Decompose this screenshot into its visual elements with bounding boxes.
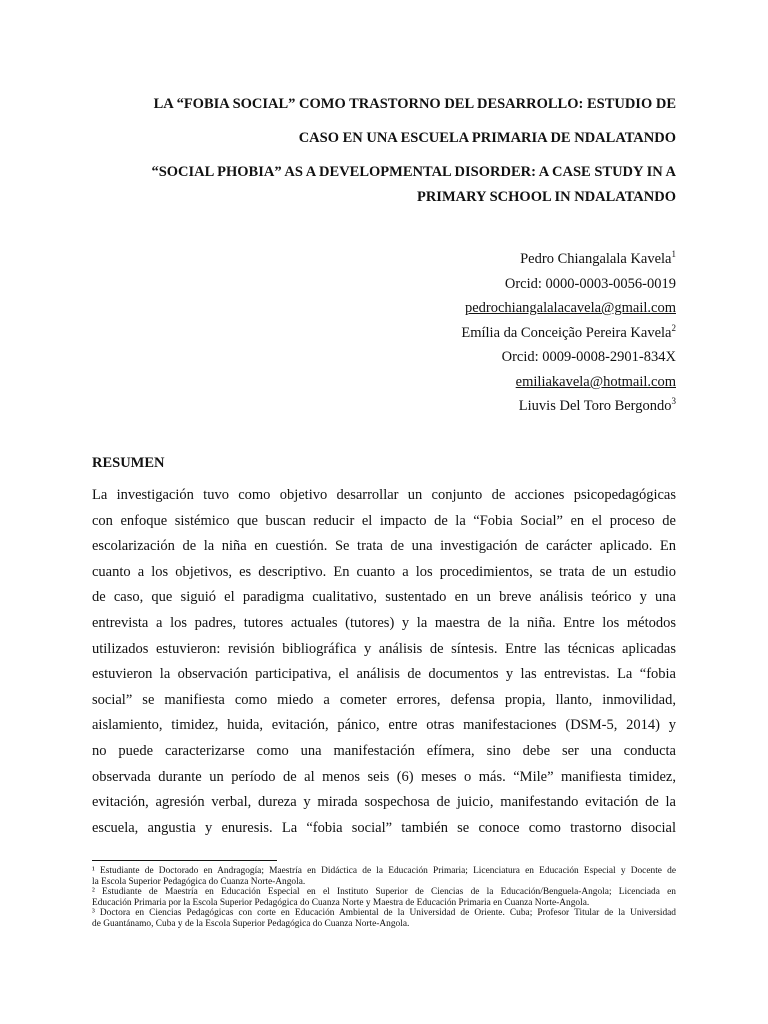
footnote-line: ³ Doctora en Ciencias Pedagógicas con corte en Educación Ambiental de la Universidad de Oriente. Cuba; Profesor Titular de la Universidad: [92, 908, 676, 919]
abstract-line: La investigación tuvo como objetivo desarrollar un conjunto de acciones psicopedagógicas: [92, 487, 676, 503]
abstract-line: escuela, angustia y enuresis. La “fobia social” también se conoce como trastorno disocial: [92, 819, 676, 836]
abstract-line: cuanto a los objetivos, es descriptivo. En cuanto a los procedimientos, se trata de un estudio: [92, 563, 676, 580]
english-title-line-2: PRIMARY SCHOOL IN NDALATANDO: [416, 189, 676, 205]
author-1-orcid: Orcid: 0000-0003-0056-0019: [504, 275, 676, 292]
spanish-title-line-2: CASO EN UNA ESCUELA PRIMARIA DE NDALATANDO: [298, 130, 676, 146]
author-1-footnote-marker: 1: [671, 249, 676, 260]
footnote-divider: [92, 860, 277, 861]
abstract-line: estuvieron la observación participativa, el análisis de documentos y las entrevistas. La “fobia: [92, 666, 676, 683]
abstract-line: aislamiento, timidez, huida, evitación, pánico, entre otras manifestaciones (DSM-5, 2014) y: [92, 717, 676, 734]
abstract-line: social” se manifiesta como miedo a cometer errores, defensa propia, llanto, inmovilidad,: [92, 691, 676, 708]
abstract-line: utilizados estuvieron: revisión bibliográfica y análisis de síntesis. Entre las técnicas aplicadas: [92, 640, 676, 657]
abstract-line: observada durante un período de al menos seis (6) meses o más. “Mile” manifiesta timidez,: [92, 768, 676, 785]
footnote-line: ¹ Estudiante de Doctorado en Andragogía; Maestría en Didáctica de la Educación Primaria; Licenciatura en Educación Especial y Docente de: [92, 866, 676, 876]
author-block: [461, 247, 676, 419]
abstract-line: no puede caracterizarse como una manifestación efímera, sino debe ser una conducta: [92, 742, 676, 759]
author-2: [461, 321, 676, 346]
footnote-line: Educación Primaria por la Escola Superior Pedagógica do Cuanza Norte y Maestra de Educación Primaria en Cuanza Norte-Angola.: [92, 897, 590, 908]
author-3-footnote-marker: 3: [671, 396, 676, 407]
title-block: [92, 96, 676, 206]
author-1-name: Pedro Chiangalala Kavela: [520, 251, 672, 267]
footnotes: [92, 866, 676, 930]
abstract-line: de caso, que siguió el paradigma cualitativo, sustentado en un breve análisis teórico y una: [92, 589, 676, 606]
footnote-line: la Escola Superior Pedagógica do Cuanza Norte-Angola.: [92, 876, 306, 887]
footnote-line: de Guantánamo, Cuba y de la Escola Superior Pedagógica do Cuanza Norte-Angola.: [92, 918, 410, 929]
author-2-email-link[interactable]: emiliakavela@hotmail.com: [515, 373, 676, 390]
resumen-heading: RESUMEN: [92, 455, 165, 471]
footnote-line: ² Estudiante de Maestría en Educación Especial en el Instituto Superior de Ciencias de la Educación/Benguela-Angola; Licenciada en: [92, 887, 676, 898]
author-1-email-link[interactable]: pedrochiangalalacavela@gmail.com: [464, 300, 676, 316]
author-3: [461, 394, 676, 419]
abstract-line: escolarización de la niña en cuestión. Se trata de una investigación de carácter aplicado. En: [92, 538, 676, 555]
author-3-name: Liuvis Del Toro Bergondo: [518, 398, 672, 414]
author-2-footnote-marker: 2: [671, 322, 676, 333]
spanish-title-line-1: LA “FOBIA SOCIAL” COMO TRASTORNO DEL DESARROLLO: ESTUDIO DE: [153, 96, 676, 112]
abstract-line: con enfoque sistémico que buscan reducir el impacto de la “Fobia Social” en el proceso de: [92, 512, 676, 529]
author-1: [461, 247, 676, 272]
author-2-name: Emília da Conceição Pereira Kavela: [461, 324, 672, 341]
english-title-line-1: “SOCIAL PHOBIA” AS A DEVELOPMENTAL DISORDER: A CASE STUDY IN A: [151, 164, 676, 180]
author-2-orcid: Orcid: 0009-0008-2901-834X: [501, 349, 676, 365]
abstract-line: evitación, agresión verbal, dureza y mirada sospechosa de juicio, manifestando evitación de la: [92, 794, 676, 811]
abstract-body: [92, 483, 676, 841]
abstract-line: entrevista a los padres, tutores actuales (tutores) y la maestra de la niña. Entre los métodos: [92, 614, 676, 631]
